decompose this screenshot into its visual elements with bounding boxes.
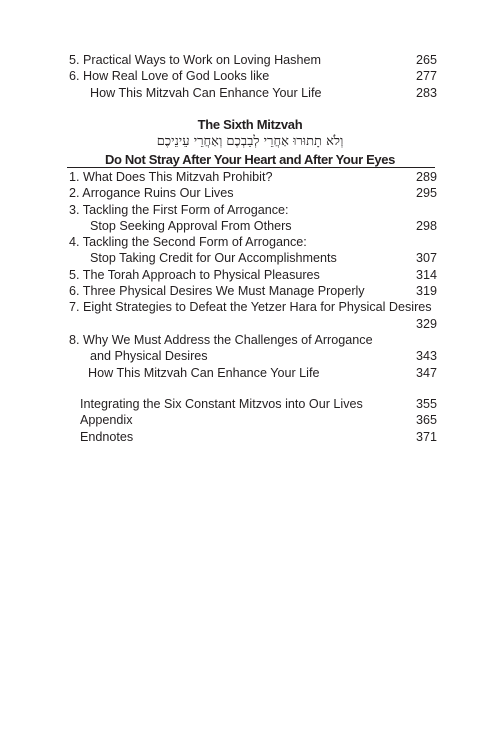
toc-entry-page: 371 <box>415 429 437 444</box>
toc-entry <box>0 299 500 315</box>
toc-entry-label: and Physical Desires <box>90 349 208 364</box>
toc-back-matter <box>0 396 500 445</box>
toc-entry <box>0 267 500 283</box>
section-divider <box>67 167 435 168</box>
toc-entry <box>0 234 500 250</box>
toc-entry-page: 283 <box>415 85 437 100</box>
toc-entry-label: How This Mitzvah Can Enhance Your Life <box>90 85 322 100</box>
toc-entry-label: Stop Taking Credit for Our Accomplishments <box>90 251 337 266</box>
section-subtitle: Do Not Stray After Your Heart and After Your Eyes <box>104 152 396 167</box>
toc-entry-label: Appendix <box>80 413 133 428</box>
toc-entry-page: 347 <box>415 365 437 380</box>
toc-entry-page: 277 <box>415 69 437 84</box>
toc-entry <box>0 85 500 101</box>
toc-entry-page: 298 <box>415 218 437 233</box>
toc-entry-label: How This Mitzvah Can Enhance Your Life <box>88 365 320 380</box>
toc-entry <box>0 68 500 84</box>
toc-entry-label: 1. What Does This Mitzvah Prohibit? <box>69 170 273 184</box>
toc-entry-page: 319 <box>415 284 437 299</box>
toc-entry <box>0 218 500 234</box>
section-hebrew-verse: וְלֹא תָתוּרוּ אַחֲרֵי לְבַבְכֶם וְאַחֲרֵי עֵינֵיכֶם <box>156 134 344 149</box>
toc-entry-label: 7. Eight Strategies to Defeat the Yetzer Hara for Physical Desires <box>69 300 432 315</box>
toc-entry <box>0 202 500 218</box>
toc-entry <box>0 169 500 185</box>
toc-entry <box>0 316 500 332</box>
section-title: The Sixth Mitzvah <box>197 117 303 132</box>
toc-entry-page: 314 <box>415 267 437 282</box>
toc-entry <box>0 283 500 299</box>
toc-section-entries <box>0 169 500 381</box>
toc-entry-page: 265 <box>415 53 437 67</box>
toc-entry-label: 6. Three Physical Desires We Must Manage Properly <box>69 284 365 299</box>
toc-entry-page: 289 <box>415 170 437 184</box>
toc-entry <box>0 250 500 266</box>
toc-entry-label: 3. Tackling the First Form of Arrogance: <box>69 202 289 217</box>
toc-entry <box>0 365 500 381</box>
toc-entry-page: 365 <box>415 413 437 428</box>
toc-entry-label: 6. How Real Love of God Looks like <box>69 69 270 84</box>
toc-top-entries <box>0 52 500 101</box>
toc-entry-label: Stop Seeking Approval From Others <box>90 218 292 233</box>
toc-entry-page: 295 <box>415 186 437 201</box>
toc-entry <box>0 348 500 364</box>
toc-entry-page: 355 <box>415 397 437 411</box>
toc-entry-label: 5. The Torah Approach to Physical Pleasures <box>69 267 320 282</box>
toc-entry <box>0 429 500 445</box>
toc-entry-label: Endnotes <box>80 429 134 444</box>
toc-entry-label: Integrating the Six Constant Mitzvos into Our Lives <box>80 397 363 411</box>
toc-entry <box>0 332 500 348</box>
toc-entry-page: 307 <box>415 251 437 266</box>
toc-entry <box>0 52 500 68</box>
toc-entry-page: 343 <box>415 349 437 364</box>
toc-entry-label: 5. Practical Ways to Work on Loving Hashem <box>69 53 321 67</box>
section-heading <box>0 117 500 168</box>
toc-entry-label: 8. Why We Must Address the Challenges of Arrogance <box>69 332 373 347</box>
toc-entry-label: 2. Arrogance Ruins Our Lives <box>69 186 234 201</box>
toc-entry-label: 4. Tackling the Second Form of Arrogance: <box>69 235 307 250</box>
toc-entry-page: 329 <box>415 316 437 331</box>
toc-entry <box>0 396 500 412</box>
toc-entry <box>0 185 500 201</box>
toc-entry <box>0 412 500 428</box>
